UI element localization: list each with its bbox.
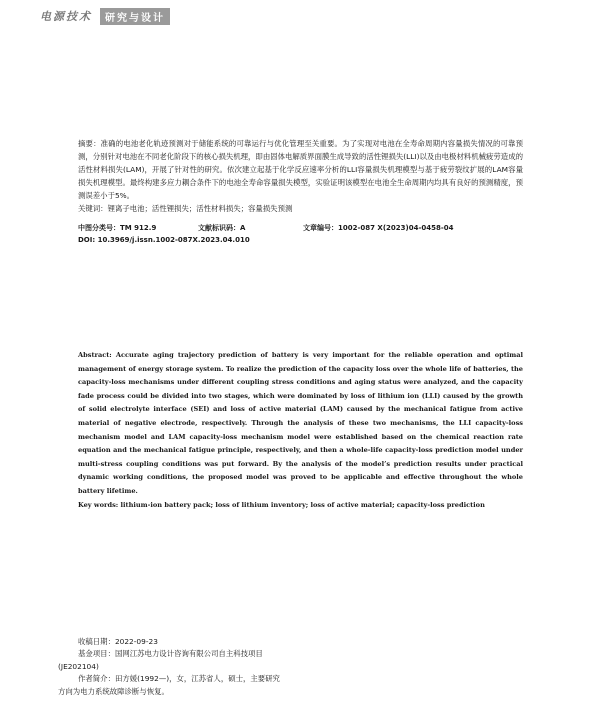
- en-keywords-label: Key words:: [78, 500, 119, 509]
- en-abstract-label: Abstract:: [78, 351, 112, 359]
- section-tag: 研究与设计: [100, 8, 170, 25]
- footnote: [58, 636, 298, 698]
- article-number: 文章编号：1002-087 X(2023)04-0458-04: [303, 224, 454, 232]
- journal-header: [40, 8, 170, 24]
- en-abstract-text: Accurate aging trajectory prediction of battery is very important for the reliable operation and optimal management of energy storage system. To realize the prediction of the capacity loss over the whole life of batteries, the capacity-loss mechanisms under different coupling stress conditions and aging status were analyzed, and the capacity fade process could be divided into two stages, which were dominated by loss of lithium ion (LLI) caused by the growth of solid electrolyte interface (SEI) and loss of active material (LAM) caused by the mechanical fatigue from active material of negative electrode, respectively. Through the analysis of these two mechanisms, the LLI capacity-loss mechanism model and LAM capacity-loss mechanism model were established based on the chemical reaction rate equation and the mechanical fatigue principle, respectively, and then a whole-life capacity-loss prediction model under multi-stress coupling conditions was put forward. By the analysis of the model’s prediction results under practical dynamic working conditions, the proposed model was proved to be applicable and effective throughout the whole battery lifetime.: [78, 351, 524, 495]
- fund-line-1: 基金项目：国网江苏电力设计咨询有限公司自主科技项目: [78, 649, 263, 659]
- fund-line-2: (JE202104): [58, 661, 99, 671]
- author-line-1: 作者简介：田方媛(1992—)，女，江苏省人，硕士，主要研究: [78, 674, 280, 684]
- document-code: 文献标识码：A: [198, 224, 246, 232]
- cn-abstract-text: 准确的电池老化轨迹预测对于储能系统的可靠运行与优化管理至关重要。为了实现对电池在全寿命周期内容量损失情况的可靠预测，分别针对电池在不同老化阶段下的核心损失机理，即由固体电解质界面膜生成导致的活性锂损失(LLI)以及由电极材料机械疲劳造成的活性材料损失(LAM)，开展了针对性的研究。依次建立起基于化学反应速率分析的LLI容量损失机理模型与基于疲劳裂纹扩展的LAM容量损失机理模型。最终构建多应力耦合条件下的电池全寿命容量损失模型，实验证明该模型在电池全生命周期内均具有良好的预测精度，预测误差小于5%。: [78, 139, 523, 200]
- doi: DOI: 10.3969/j.issn.1002-087X.2023.04.010: [78, 236, 250, 244]
- clc-number: 中图分类号：TM 912.9: [78, 224, 157, 232]
- received-date: 收稿日期：2022-09-23: [78, 637, 158, 646]
- chinese-abstract: [78, 137, 523, 215]
- cn-keywords: 锂离子电池；活性锂损失；活性材料损失；容量损失预测: [107, 204, 293, 213]
- cn-keywords-label: 关键词：: [78, 204, 108, 213]
- cn-abstract-label: 摘要：: [78, 139, 101, 148]
- journal-name: 电源技术: [40, 10, 92, 23]
- english-abstract: [78, 349, 523, 512]
- author-line-2: 方向为电力系统故障诊断与恢复。: [58, 686, 169, 696]
- en-keywords: lithium-ion battery pack; loss of lithium inventory; loss of active material; capacity-loss prediction: [120, 500, 485, 509]
